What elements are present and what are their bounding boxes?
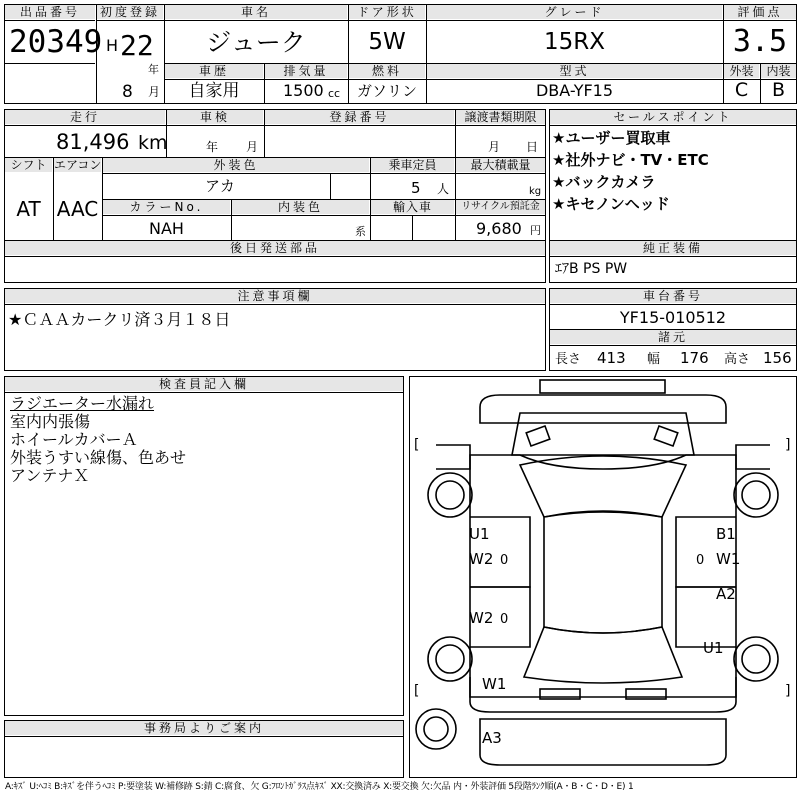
diagram-front-tab [540, 380, 665, 393]
interior-grade: B [771, 79, 786, 101]
length-label: 長さ [555, 352, 582, 367]
color-no: NAH [149, 219, 184, 238]
recycle-unit: 円 [530, 224, 541, 237]
lot-number: 20349 [9, 24, 103, 60]
svg-text:[: [ [412, 683, 421, 699]
width: 176 [680, 349, 709, 367]
registration-year: 22 [120, 29, 154, 62]
diagram-zero-2: 0 [696, 553, 705, 568]
damage-mark-b1-right: B1 [716, 525, 736, 543]
transfer-month-unit: 月 [488, 140, 501, 154]
sales-point-3: ★バックカメラ [552, 173, 656, 191]
sales-points-label: セールスポイント [550, 110, 796, 124]
diagram-left-front-fender [436, 445, 470, 469]
exterior-grade-label: 外装 [724, 64, 759, 78]
diagram-spare-wheel [416, 709, 456, 749]
model-label: 型式 [427, 64, 722, 78]
diagram-right-front-wheel [734, 473, 778, 517]
score: 3.5 [732, 24, 788, 59]
model: DBA-YF15 [535, 81, 614, 100]
grade: 15RX [543, 29, 605, 55]
capacity-label: 乗車定員 [371, 158, 454, 172]
exterior-grade: C [734, 79, 749, 101]
history: 自家用 [188, 81, 240, 101]
inspector-line-4: 外装うすい線傷、色あせ [10, 448, 187, 467]
car-outline-diagram [410, 377, 796, 777]
transfer-day-unit: 日 [526, 140, 539, 154]
later-parts-label: 後日発送部品 [5, 241, 545, 255]
door-label: ドア形状 [349, 5, 425, 19]
damage-mark-u1-right-rear: U1 [703, 639, 724, 657]
registration-month-unit: 月 [148, 85, 161, 99]
registration-label: 初度登録 [97, 5, 163, 19]
notes-label: 注意事項欄 [5, 289, 545, 303]
damage-mark-a2-right: A2 [716, 585, 736, 603]
color-no-label: カラーNo. [103, 200, 230, 214]
height-label: 高さ [724, 352, 751, 367]
legend-text: A:ｷｽﾞ U:ﾍｺﾐ B:ｷｽﾞを伴うﾍｺﾐ P:要塗装 W:補修跡 S:錆 C:腐食、欠 G:ﾌﾛﾝﾄｶﾞﾗｽ点ｷｽﾞ XX:交換済み X:要交換 欠:欠品 内・外装評価 5段階ﾗﾝｸ順(A・B・C・D・E) 1 [5, 782, 634, 792]
diagram-front-bumper [480, 395, 726, 423]
diagram-zero-3: 0 [500, 612, 509, 627]
score-label: 評価点 [724, 5, 796, 19]
recycle: 9,680 [476, 219, 522, 238]
grade-label: グレード [427, 5, 722, 19]
car-name-label: 車名 [165, 5, 347, 19]
inspection-label: 車検 [167, 110, 263, 124]
aircon: AAC [56, 197, 99, 221]
damage-mark-u1-left: U1 [469, 525, 490, 543]
door-shape: 5W [368, 29, 406, 55]
mileage-label: 走行 [5, 110, 165, 124]
interior-color-label: 内装色 [232, 200, 369, 214]
dims-label: 諸元 [550, 330, 796, 344]
svg-text:]: ] [784, 683, 793, 699]
diagram-rear-window [524, 627, 682, 683]
diagram-right-front-fender [736, 445, 770, 469]
mileage: 81,496 [56, 130, 130, 154]
diagram-zero-1: 0 [500, 553, 509, 568]
inspection-month-unit: 月 [246, 140, 259, 154]
office-label: 事務局よりご案内 [5, 721, 403, 735]
inspector-line-3: ホイールカバーＡ [10, 430, 138, 449]
car-name: ジューク [206, 28, 306, 57]
sales-point-1: ★ユーザー買取車 [552, 129, 671, 147]
inspector-line-1: ラジエーター水漏れ [10, 394, 155, 413]
equipment: ｴｱB PS PW [555, 261, 628, 277]
transfer-label: 譲渡書類期限 [456, 110, 545, 124]
damage-mark-w1-right: W1 [716, 550, 741, 568]
spec-table [4, 109, 546, 241]
exterior-color: アカ [205, 177, 235, 195]
damage-mark-a3-trunk: A3 [482, 729, 502, 747]
damage-mark-w2-left-rear: W2 [469, 609, 494, 627]
diagram-roof [544, 512, 662, 633]
interior-color-unit: 系 [355, 225, 366, 238]
width-label: 幅 [647, 352, 661, 367]
history-label: 車歴 [165, 64, 263, 78]
registration-era: H [106, 36, 119, 55]
notes: ★ＣＡＡカークリ済３月１８日 [8, 310, 231, 329]
diagram-right-rear-wheel [734, 637, 778, 681]
registration-year-unit: 年 [148, 63, 159, 76]
aircon-label: エアコン [54, 158, 101, 172]
diagram-hood [512, 413, 694, 455]
max-load-label: 最大積載量 [456, 158, 545, 172]
max-load-unit: kg [529, 186, 542, 197]
exterior-color-label: 外装色 [103, 158, 369, 172]
displacement-label: 排気量 [265, 64, 347, 78]
damage-mark-w1-rear: W1 [482, 675, 507, 693]
inspector-line-2: 室内内張傷 [10, 412, 91, 431]
fuel: ガソリン [356, 82, 417, 100]
sales-point-2: ★社外ナビ・TV・ETC [552, 151, 709, 169]
displacement-unit: cc [328, 87, 341, 100]
inspection-year-unit: 年 [206, 140, 219, 154]
height: 156 [763, 349, 792, 367]
displacement: 1500 [283, 81, 324, 100]
diagram-left-rear-wheel [428, 637, 472, 681]
mileage-unit: km [138, 132, 168, 154]
damage-mark-w2-left-front: W2 [469, 550, 494, 568]
recycle-label: リサイクル預託金 [456, 200, 545, 214]
plate-label: 登録番号 [265, 110, 454, 124]
registration-month: 8 [122, 82, 133, 102]
interior-grade-label: 内装 [761, 64, 796, 78]
inspector-label: 検査員記入欄 [5, 377, 403, 391]
sales-point-4: ★キセノンヘッド [552, 195, 670, 213]
length: 413 [597, 349, 626, 367]
inspector-line-5: アンテナＸ [10, 466, 90, 485]
diagram-left-front-wheel [428, 473, 472, 517]
diagram-body [470, 455, 736, 697]
import-label: 輸入車 [371, 200, 454, 214]
equipment-label: 純正装備 [550, 241, 796, 255]
capacity: 5 [411, 179, 421, 197]
chassis-label: 車台番号 [550, 289, 796, 303]
fuel-label: 燃料 [349, 64, 425, 78]
svg-text:]: ] [784, 437, 793, 453]
svg-text:[: [ [412, 437, 421, 453]
chassis-number: YF15-010512 [619, 308, 727, 327]
shift: AT [16, 197, 41, 221]
shift-label: シフト [5, 158, 52, 172]
lot-number-label: 出品番号 [5, 5, 95, 19]
diagram-trunk [480, 719, 726, 765]
capacity-unit: 人 [437, 182, 450, 196]
diagram-windshield [520, 456, 686, 517]
